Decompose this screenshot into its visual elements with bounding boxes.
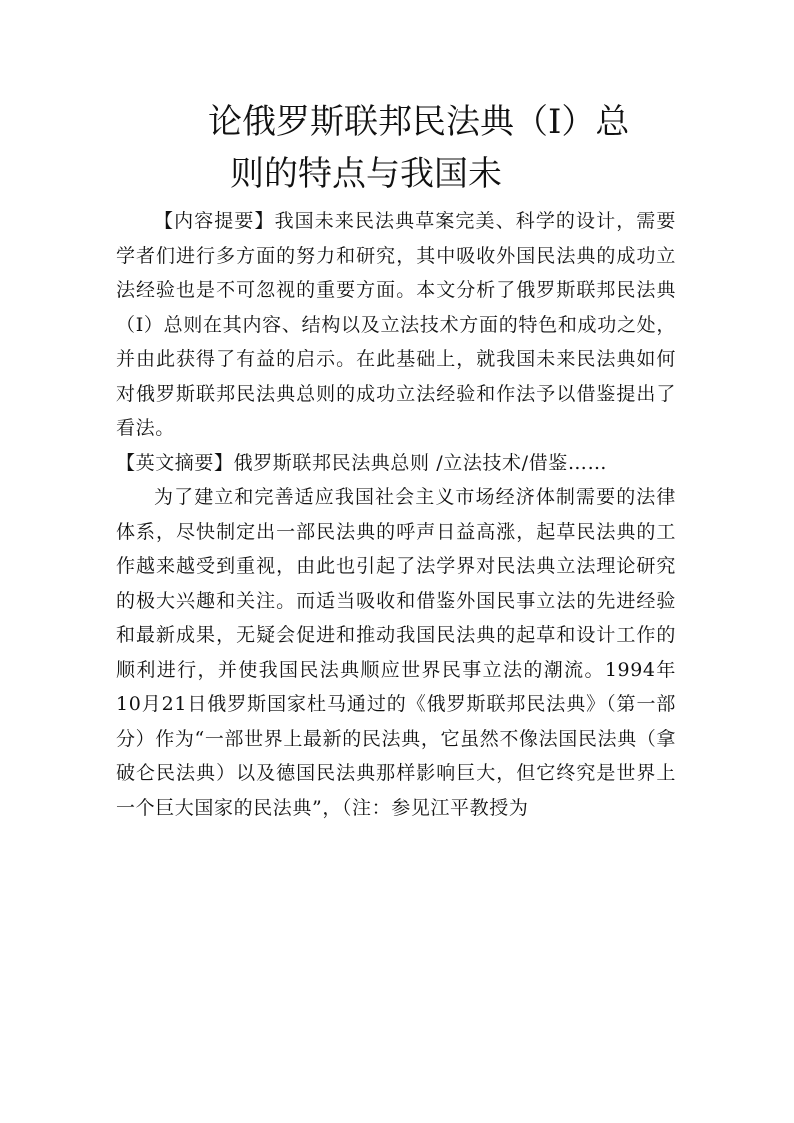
body-paragraph: 为了建立和完善适应我国社会主义市场经济体制需要的法律体系，尽快制定出一部民法典的呼声日益高涨，起草民法典的工作越来越受到重视，由此也引起了法学界对民法典立法理论研究的极大兴趣和关注。而适当吸收和借鉴外国民事立法的先进经验和最新成果，无疑会促进和推动我国民法典的起草和设计工作的顺利进行，并使我国民法典顺应世界民事立法的潮流。1994年10月21日俄罗斯国家杜马通过的《俄罗斯联邦民法典》（第一部分）作为“一部世界上最新的民法典，它虽然不像法国民法典（拿破仑民法典）以及德国民法典那样影响巨大，但它终究是世界上一个巨大国家的民法典”，（注：参见江平教授为	[116, 486, 676, 819]
keywords-line: 【英文摘要】俄罗斯联邦民法典总则 /立法技术/借鉴……	[116, 451, 608, 474]
abstract-paragraph: 【内容提要】我国未来民法典草案完美、科学的设计，需要学者们进行多方面的努力和研究，其中吸收外国民法典的成功立法经验也是不可忽视的重要方面。本文分析了俄罗斯联邦民法典（Ⅰ）总则在其内容、结构以及立法技术方面的特色和成功之处，并由此获得了有益的启示。在此基础上，就我国未来民法典如何对俄罗斯联邦民法典总则的成功立法经验和作法予以借鉴提出了看法。	[116, 210, 676, 439]
title-line-2: 则的特点与我国未	[230, 154, 502, 194]
document-body	[116, 204, 676, 825]
title-line-1: 论俄罗斯联邦民法典（Ⅰ）总	[208, 102, 630, 142]
document-title	[120, 96, 720, 200]
